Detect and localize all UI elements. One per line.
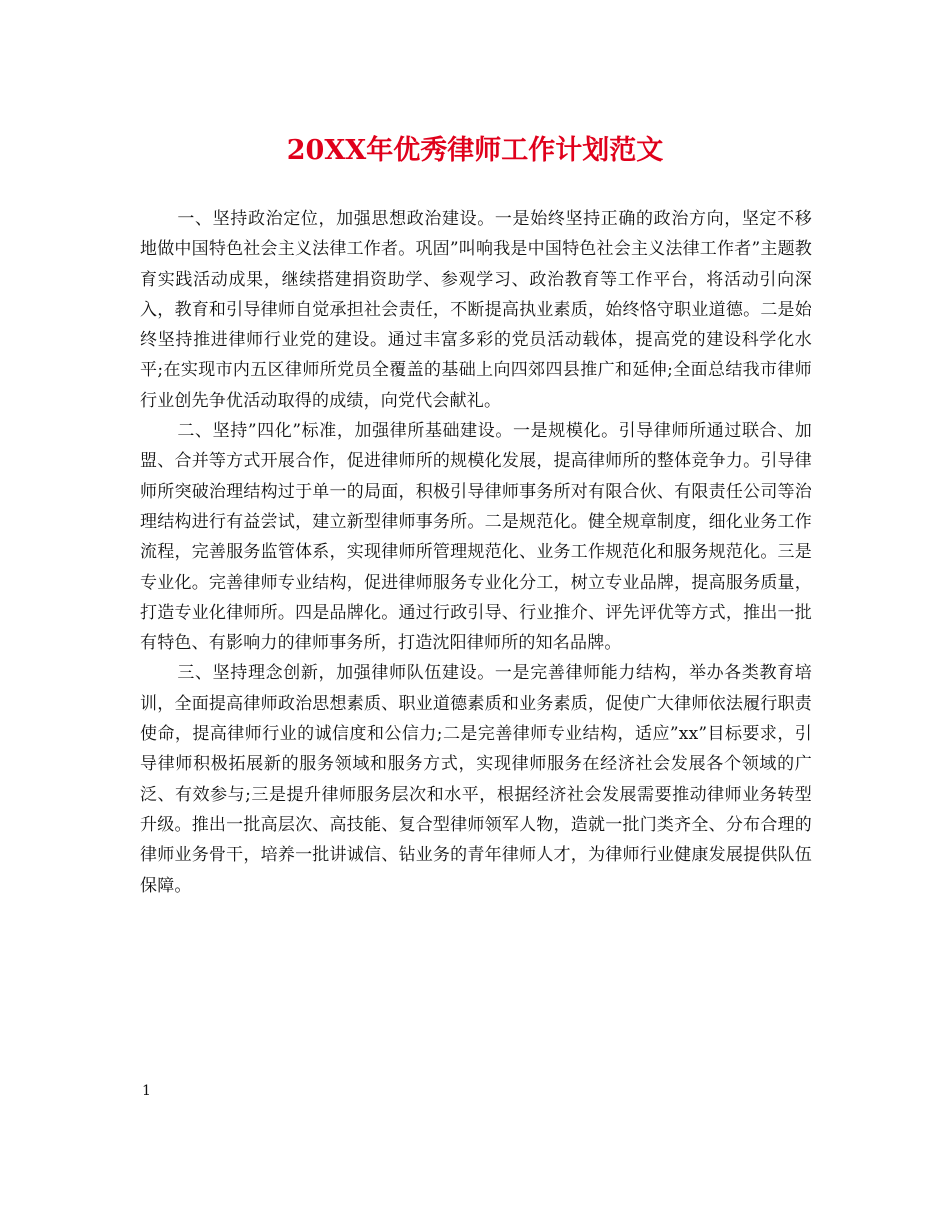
paragraph-1: 一、坚持政治定位，加强思想政治建设。一是始终坚持正确的政治方向，坚定不移地做中国特色社会主义法律工作者。巩固”叫响我是中国特色社会主义法律工作者”主题教育实践活动成果，继续搭建捐资助学、参观学习、政治教育等工作平台，将活动引向深入，教育和引导律师自觉承担社会责任，不断提高执业素质，始终恪守职业道德。二是始终坚持推进律师行业党的建设。通过丰富多彩的党员活动载体，提高党的建设科学化水平;在实现市内五区律师所党员全覆盖的基础上向四郊四县推广和延伸;全面总结我市律师行业创先争优活动取得的成绩，向党代会献礼。 bbox=[140, 209, 812, 411]
document-body bbox=[140, 204, 812, 901]
page-number: 1 bbox=[142, 1083, 151, 1099]
paragraph-2: 二、坚持”四化”标准，加强律所基础建设。一是规模化。引导律师所通过联合、加盟、合并等方式开展合作，促进律师所的规模化发展，提高律师所的整体竞争力。引导律师所突破治理结构过于单一的局面，积极引导律师事务所对有限合伙、有限责任公司等治理结构进行有益尝试，建立新型律师事务所。二是规范化。健全规章制度，细化业务工作流程，完善服务监管体系，实现律师所管理规范化、业务工作规范化和服务规范化。三是专业化。完善律师专业结构，促进律师服务专业化分工，树立专业品牌，提高服务质量，打造专业化律师所。四是品牌化。通过行政引导、行业推介、评先评优等方式，推出一批有特色、有影响力的律师事务所，打造沈阳律师所的知名品牌。 bbox=[140, 421, 812, 654]
document-title: 20XX年优秀律师工作计划范文 bbox=[286, 135, 664, 166]
paragraph-3: 三、坚持理念创新，加强律师队伍建设。一是完善律师能力结构，举办各类教育培训，全面提高律师政治思想素质、职业道德素质和业务素质，促使广大律师依法履行职责使命，提高律师行业的诚信度和公信力;二是完善律师专业结构，适应”xx”目标要求，引导律师积极拓展新的服务领域和服务方式，实现律师服务在经济社会发展各个领域的广泛、有效参与;三是提升律师服务层次和水平，根据经济社会发展需要推动律师业务转型升级。推出一批高层次、高技能、复合型律师领军人物，造就一批门类齐全、分布合理的律师业务骨干，培养一批讲诚信、钻业务的青年律师人才，为律师行业健康发展提供队伍保障。 bbox=[140, 663, 812, 896]
